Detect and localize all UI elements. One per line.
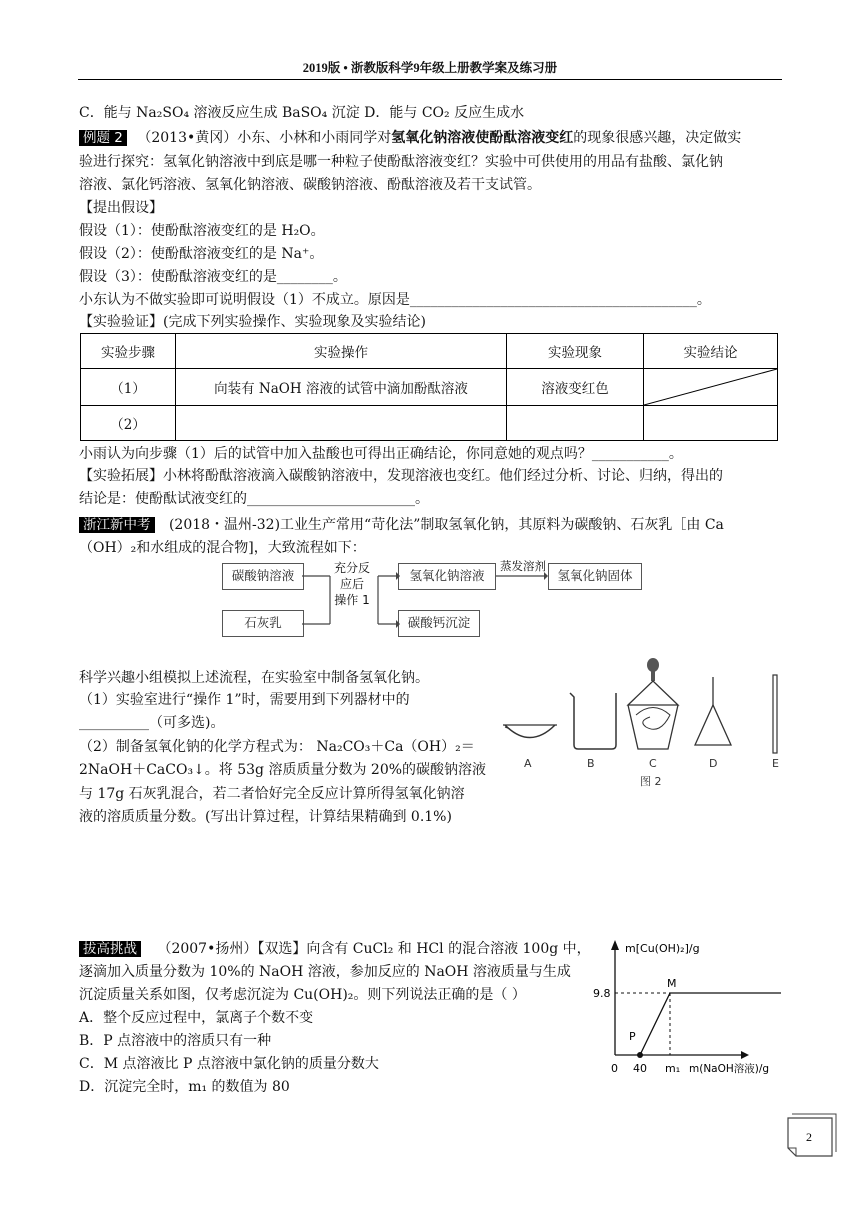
question-2-line-1: （2）制备氢氧化钠的化学方程式为： Na₂CO₃＋Ca（OH）₂＝ [79,739,475,755]
y-tick-label: 9.8 [593,987,611,1000]
apparatus-label-a: A [524,757,532,770]
glass-rod-icon [773,675,777,753]
apparatus-label-b: B [587,757,595,770]
example-2-line-3: 溶液、氯化钙溶液、氢氧化钠溶液、碳酸钠溶液、酚酞溶液及若干支试管。 [79,177,541,193]
table-cell [176,406,507,441]
table-header-cell: 实验步骤 [81,334,176,369]
challenge-tag: 拔高挑战 [79,941,141,957]
science-group-line: 科学兴趣小组模拟上述流程，在实验室中制备氢氧化钠。 [79,670,429,686]
point-p-label: P [629,1030,636,1043]
apparatus-label-c: C [649,757,657,770]
x-tick-40: 40 [633,1062,647,1075]
hypothesis-heading: 【提出假设】 [79,200,163,216]
example-2-tag: 例题 2 [79,130,127,146]
point-p [637,1052,643,1058]
option-c: C．M 点溶液比 P 点溶液中氯化钠的质量分数大 [79,1056,379,1072]
header-rule [78,79,782,80]
table-cell [507,406,644,441]
apparatus-figure [500,655,795,795]
question-2-line-2: 2NaOH＋CaCO₃↓。将 53g 溶质质量分数为 20%的碳酸钠溶液 [79,762,487,778]
xiaoyu-line: 小雨认为向步骤（1）后的试管中加入盐酸也可得出正确结论，你同意她的观点吗？___________。 [79,446,683,462]
table-header-row [81,334,778,369]
diagonal-line [644,369,777,405]
page-number-box [782,1110,842,1166]
hypothesis-2: 假设（2）：使酚酞溶液变红的是 Na⁺。 [79,246,324,262]
table-row [81,406,778,441]
apparatus-label-d: D [709,757,718,770]
table-cell-diagonal [644,369,778,406]
x-tick-m1: m₁ [665,1062,681,1075]
option-d: D．沉淀完全时，m₁ 的数值为 80 [79,1079,290,1095]
example-2-line-2: 验进行探究：氢氧化钠溶液中到底是哪一种粒子使酚酞溶液变红？实验中可供使用的用品有盐酸、氯化钠 [79,154,723,170]
flow-step-text-3: 操作 1 [334,593,370,607]
hypothesis-1: 假设（1）：使酚酞溶液变红的是 H₂O。 [79,223,325,239]
challenge-line-2: 逐滴加入质量分数为 10%的 NaOH 溶液，参加反应的 NaOH 溶液质量与生成 [79,964,571,980]
challenge-text: （2007•扬州）【双选】向含有 CuCl₂ 和 HCl 的混合溶液 100g 中， [157,941,591,957]
flow-step-text-2: 应后 [339,577,364,591]
table-header-cell: 实验操作 [176,334,507,369]
beaker-icon [570,693,616,749]
experiment-table [80,333,778,441]
verify-heading: 【实验验证】(完成下列实验操作、实验现象及实验结论) [79,314,426,330]
challenge-line-3: 沉淀质量关系如图，仅考虑沉淀为 Cu(OH)₂。则下列说法正确的是（ ） [79,987,526,1003]
hypothesis-3: 假设（3）：使酚酞溶液变红的是________。 [79,269,347,285]
funnel-icon [695,677,731,745]
question-2-line-4: 液的溶质质量分数。(写出计算过程，计算结果精确到 0.1%) [79,809,452,825]
extension-line-2: 结论是：使酚酞试液变红的________________________。 [79,491,429,507]
question-2-line-3: 与 17g 石灰乳混合，若二者恰好完全反应计算所得氢氧化钠溶 [79,786,465,802]
table-header-cell: 实验现象 [507,334,644,369]
table-header-cell: 实验结论 [644,334,778,369]
example-2-source: （2013•黄冈）小东、小林和小雨同学对 [137,130,392,146]
flow-box-naoh-solution: 氢氧化钠溶液 [398,563,496,590]
zhejiang-exam-tag: 浙江新中考 [79,517,155,533]
page-number: 2 [806,1130,812,1144]
table-cell: 溶液变红色 [507,369,644,406]
flow-box-sodium-carbonate: 碳酸钠溶液 [222,563,304,590]
option-a: A．整个反应过程中，氯离子个数不变 [79,1010,314,1026]
table-cell [644,406,778,441]
page-header: 2019版 • 浙教版科学9年级上册教学案及练习册 [302,61,558,75]
example-2-bold-topic: 氢氧化钠溶液使酚酞溶液变红 [391,130,574,146]
alcohol-lamp-stand-icon [628,658,678,749]
flow-box-caco3-precipitate: 碳酸钙沉淀 [398,610,480,637]
example-2-line-1 [79,128,741,148]
point-m-label: M [667,977,677,990]
flow-box-naoh-solid: 氢氧化钠固体 [548,563,642,590]
evaporating-dish-icon [503,725,557,738]
graph-line [640,993,781,1055]
question-1-line-1: （1）实验室进行“操作 1”时，需要用到下列器材中的 [79,692,410,708]
zhejiang-line-1 [79,515,724,535]
question-1-line-2: __________（可多选)。 [79,715,225,731]
flow-box-lime-milk: 石灰乳 [222,610,304,637]
flow-evaporate-label: 蒸发溶剂 [500,559,546,573]
flow-arrows [300,560,560,640]
precipitate-graph [585,930,795,1080]
x-axis-label: m(NaOH溶液)/g [689,1063,770,1075]
zhejiang-line-2: （OH）₂和水组成的混合物]，大致流程如下： [79,540,366,556]
table-cell: 向装有 NaOH 溶液的试管中滴加酚酞溶液 [176,369,507,406]
table-cell: （1） [81,369,176,406]
figure-2-caption: 图 2 [640,775,662,788]
xiaodong-line: 小东认为不做实验即可说明假设（1）不成立。原因是_________________________________________。 [79,292,711,308]
x-tick-0: 0 [611,1062,618,1075]
flow-step-text-1: 充分反 [333,561,370,575]
y-axis-label: m[Cu(OH)₂]/g [625,942,700,955]
option-b: B．P 点溶液中的溶质只有一种 [79,1033,272,1049]
example-2-cont: 的现象很感兴趣，决定做实 [573,130,742,146]
apparatus-label-e: E [772,757,779,770]
table-row [81,369,778,406]
extension-line-1: 【实验拓展】小林将酚酞溶液滴入碳酸钠溶液中，发现溶液也变红。他们经过分析、讨论、归纳，得出的 [79,468,723,484]
table-cell: （2） [81,406,176,441]
challenge-line-1 [79,939,591,959]
option-line-cd: C．能与 Na₂SO₄ 溶液反应生成 BaSO₄ 沉淀 D．能与 CO₂ 反应生成水 [79,105,525,121]
zhejiang-text: (2018・温州-32)工业生产常用“苛化法”制取氢氧化钠，其原料为碳酸钠、石灰乳［由 Ca [168,517,724,533]
